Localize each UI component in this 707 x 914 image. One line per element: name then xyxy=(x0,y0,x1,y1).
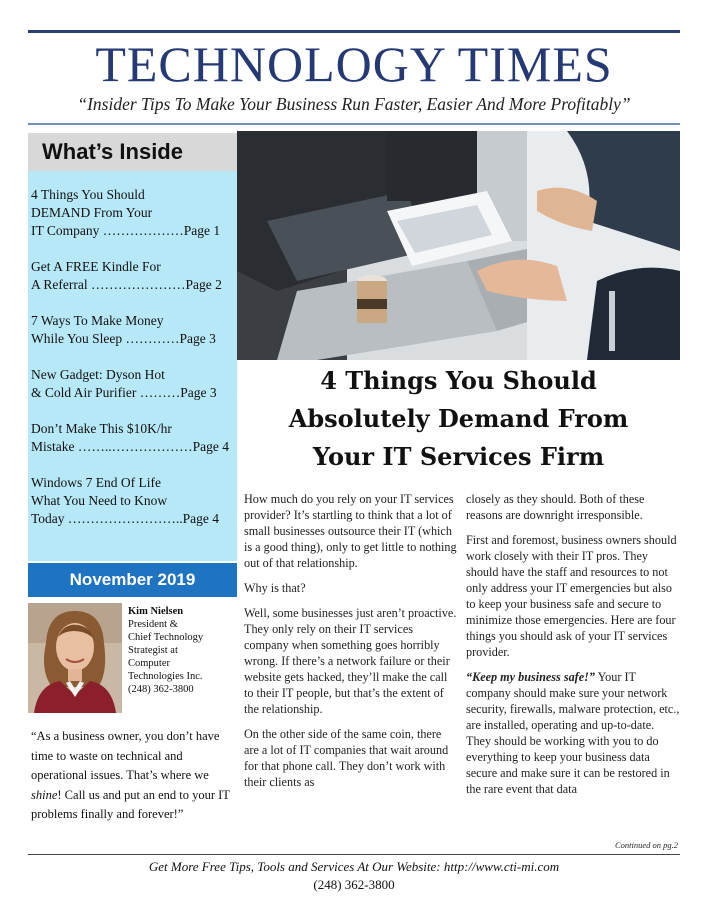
toc-item[interactable] xyxy=(31,186,237,240)
footer xyxy=(28,858,680,894)
paragraph-text: Your IT company should make sure your network security, firewalls, malware protection, etc., are installed, operating and up-to-date. They should be working with you to do everything to keep your business data secure and make sure it can be restored in the rare event that data xyxy=(466,670,680,796)
top-rule xyxy=(28,30,680,33)
toc-line: Get A FREE Kindle For xyxy=(31,259,161,274)
toc-line: 4 Things You Should xyxy=(31,187,145,202)
toc-item[interactable] xyxy=(31,420,237,456)
toc-line: Windows 7 End Of Life xyxy=(31,475,161,490)
author-title-line: Technologies Inc. xyxy=(128,671,203,682)
footer-phone: (248) 362-3800 xyxy=(313,877,395,892)
toc-line: DEMAND From Your xyxy=(31,205,153,220)
quote-emphasis: shine xyxy=(31,787,58,802)
whats-inside-heading: What’s Inside xyxy=(28,133,237,171)
paragraph: Why is that? xyxy=(244,581,306,595)
toc-line: 7 Ways To Make Money xyxy=(31,313,164,328)
article-column-2 xyxy=(466,491,680,806)
footer-rule xyxy=(28,854,680,855)
table-of-contents xyxy=(31,186,237,546)
author-title-line: Computer xyxy=(128,658,170,669)
toc-item[interactable] xyxy=(31,258,237,294)
headline-line: 4 Things You Should xyxy=(320,366,597,395)
paragraph: First and foremost, business owners should work closely with their IT pros. They should have the staff and resources to not only address your IT emergencies but also to keep your business safe and secure to minimize those emergencies. Here are four things you should ask of your IT services provider. xyxy=(466,533,677,659)
article-headline xyxy=(237,362,680,476)
paragraph: closely as they should. Both of these reasons are downright irresponsible. xyxy=(466,492,645,522)
author-photo xyxy=(28,603,122,713)
toc-line: Mistake ……..………………Page 4 xyxy=(31,439,229,454)
masthead-rule xyxy=(28,123,680,125)
toc-item[interactable] xyxy=(31,474,237,528)
toc-line: A Referral …………………Page 2 xyxy=(31,277,222,292)
author-title-line: Strategist at xyxy=(128,645,178,656)
headline-line: Your IT Services Firm xyxy=(312,442,605,471)
paragraph: Well, some businesses just aren’t proactive. They only rely on their IT services company when something goes horribly wrong. If there’s a network failure or their website gets hacked, they’ll make the call to their IT people, but that’s the extent of the relationship. xyxy=(244,606,457,716)
paragraph xyxy=(466,669,680,797)
masthead-tagline: “Insider Tips To Make Your Business Run Faster, Easier And More Profitably” xyxy=(77,94,631,114)
author-title-line: President & xyxy=(128,619,178,630)
toc-line: New Gadget: Dyson Hot xyxy=(31,367,165,382)
continued-note: Continued on pg.2 xyxy=(614,840,678,850)
hero-image xyxy=(237,131,680,360)
author-title-line: Chief Technology xyxy=(128,632,204,643)
toc-item[interactable] xyxy=(31,312,237,348)
headline-line: Absolutely Demand From xyxy=(288,404,629,433)
author-name: Kim Nielsen xyxy=(128,606,184,617)
quote-text: “As a business owner, you don’t have time to waste on technical and operational issues. That’s where we xyxy=(31,729,220,782)
paragraph: On the other side of the same coin, there are a lot of IT companies that wait around for that phone call. They don’t work with their clients as xyxy=(244,727,449,789)
toc-line: While You Sleep …………Page 3 xyxy=(31,331,216,346)
masthead-title: TECHNOLOGY TIMES xyxy=(95,36,613,92)
paragraph-lead: “Keep my business safe!” xyxy=(466,670,595,684)
toc-line: Today ……………………..Page 4 xyxy=(31,511,220,526)
quote-text-end: ! Call us and put an end to your IT problems finally and forever!” xyxy=(31,787,230,821)
toc-item[interactable] xyxy=(31,366,237,402)
toc-line: What You Need to Know xyxy=(31,493,168,508)
author-info xyxy=(128,605,236,696)
laptop-office-illustration xyxy=(237,131,680,360)
toc-line: IT Company ………………Page 1 xyxy=(31,223,221,238)
issue-month-banner: November 2019 xyxy=(28,563,237,597)
toc-line: Don’t Make This $10K/hr xyxy=(31,421,172,436)
sidebar-quote xyxy=(31,727,233,825)
article-column-1 xyxy=(244,491,458,799)
portrait-illustration xyxy=(28,603,122,713)
paragraph: How much do you rely on your IT services provider? It’s startling to think that a lot of small businesses outsource their IT (which is a good thing), only to get little to nothing out of that relationship. xyxy=(244,492,457,570)
footer-website-line[interactable]: Get More Free Tips, Tools and Services At Our Website: http://www.cti-mi.com xyxy=(148,859,560,874)
author-phone: (248) 362-3800 xyxy=(128,684,194,695)
toc-line: & Cold Air Purifier ………Page 3 xyxy=(31,385,217,400)
